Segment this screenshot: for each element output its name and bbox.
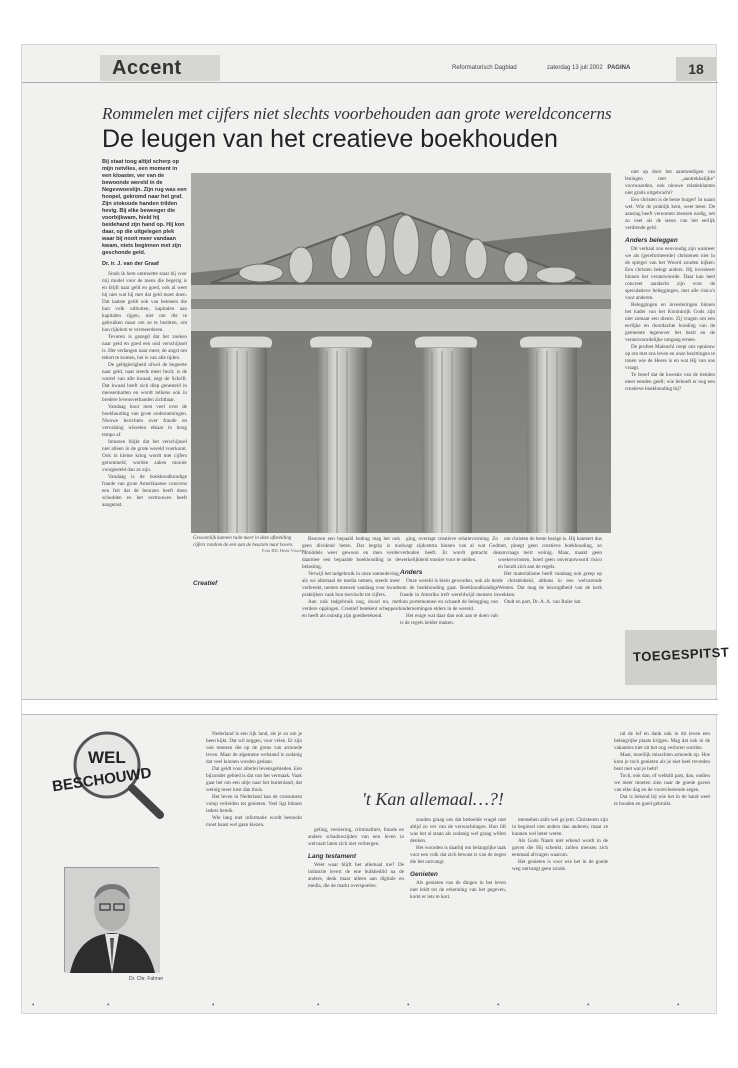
article-body-column: Sinds ik hem ontmoette staat hij voor mij model voor de mens die begerig is en blijft naar geld en goed, ook al weet hij niet wat hij met dat geld moet doen. Dat laatste geldt ook van beleners die hun volk uitbuiten, kapitalen aan kapitalen rijgen, niet om die te gebruiken maar om ze te bezitten, om hun rijkdom te vermeerderen. Tevoren is gezegd dat het zoeken naar geld en goed een oud verschijnsel is. Het verlangen naar meer, de angst om tekort te komen, het is van alle tijden. De geldgierigheid ofwel de begeerte naar geld, naar steeds meer bezit, is de wortel van alle kwaad, zegt de Schrift. Dat kwaad heeft zich diep genesteld in mensenharten en wordt telkens ook in bredere levensverbanden zichtbaar. Vandaag hoor men veel over de boekhouding van grote ondernemingen. Nieuwe berichten over fraude en vervalsing wisselen elkaar in hoog tempo af. Intussen blijkt dat het verschijnsel niet alleen in de grote wereld voorkomt. Ook in kleine kring wordt met cijfers gerommeld, worden zaken mooier voorgesteld dan ze zijn. Vandaag is de boekhoudkundige fraude van grote Amerikaanse concerns een feit dat de beurzen heeft doen schudden en het vertrouwen heeft aangetast. — [102, 271, 187, 508]
wel-beschouwd-logo — [52, 725, 192, 815]
column-body: zouden graag ons dat bedoelde vragel niet altijd zo ver van de verwachtingen. Hun lift was het al staan als zodanig wel graag willen denken. Het woorden is daarbij om belangrijke taak voor een volk dat zich bewust is van de zegen die het ontvangt. Genieten Als genieten van de dingen in het leven niet leidt tot de erkenning van het gegeven, komt er iets te kort. — [410, 817, 506, 900]
footer-mark: • — [212, 1001, 215, 1009]
column-subheading: Lang testament — [308, 853, 357, 860]
page-label: PAGINA — [607, 65, 631, 71]
photo-credit: Foto RD, Henk Visscher — [262, 548, 307, 553]
section-divider — [22, 699, 718, 715]
issue-date: zaterdag 13 juli 2002 — [547, 65, 603, 71]
footer-mark: • — [677, 1001, 680, 1009]
footer-mark: • — [587, 1001, 590, 1009]
temple-facade-illustration — [191, 173, 611, 533]
article-photo — [191, 173, 611, 533]
article-kicker: Rommelen met cijfers niet slechts voorbehouden aan grote wereldconcerns — [102, 104, 612, 123]
article-headline: De leugen van het creatieve boekhouden — [102, 125, 558, 153]
footer-mark: • — [32, 1001, 35, 1009]
column-body: mensehen zalls wel ge jem. Christenen zijn in beginsel niet anders dan anderen; maar ze kunnen wel beter weten. Als Gods Naam niet erkend wordt in de gaven die Hij schenkt, zullen mensen zich eenmaal afvragen waarom. Het genieten is voor wie het in de goede weg ontvangt geen zonde. — [512, 817, 608, 872]
logo-line-1: WEL — [88, 748, 126, 767]
author-name: Dr. Chr. Fahner — [129, 976, 164, 982]
newspaper-page — [21, 44, 730, 1014]
author-portrait — [64, 867, 159, 972]
photo-caption: Gewoonlijk kunnen ruim meer in deze afbeelding cijfers rondom de een aan de beurzen naar boven. — [193, 536, 294, 548]
footer-mark: • — [407, 1001, 410, 1009]
footer-mark: • — [317, 1001, 320, 1009]
article-byline: Dr. ir. J. van der Graaf — [102, 261, 159, 267]
section-subheading: Anders — [400, 569, 423, 576]
column-body: ral de lof en dank ook in dit leven een belangrijke plaats krijgen. Mag dat ook in de vakanties niet uit het oog verloren worden. Maar, moeilijk misschien armoede op. Hoe kom je toch genieten als je niet heel tevreden bent met wat je hebt? Toch, ook dan, of welkdit past, dan, ondien we meer moeten zien naar de goede gaven van elke dag en de voortvloeiende zegen. Dat is bekend bij wie het in de hand weet te houden en goed gebruikt. — [614, 731, 710, 807]
page-footer — [22, 995, 718, 1015]
column-body: Nederland is een rijk land, als je zo om je heen kijkt. Dat wil zeggen, voor velen. Er zijn ook mensen die op de grens van armoede leven. Maar de algemene welstand is zodanig dat veel kunnen worden gedaan. Dat geldt voor allerlei levensgebieden. Een bijzonder gebied is dat van het vermaak. Vaak gaat het om een uitje naar het buitenland, dat weinig meer kost dan thuis. Het leven in Nederland kan de consument volop verleiden tot genieten. Veel ligt binnen ieders bereik. Wie lang met informatie wordt bestookt moet haast wel gaan kiezen. — [206, 731, 302, 828]
column-title: 't Kan allemaal…?! — [362, 789, 504, 809]
article-body-column: om christen de beste bezige is. Hij hanteert dus met, ploegt geen creatieve boekhouding, zo aanvraags teert weinig. Maar, maakt geen woekerwinsten, hoed geen onverantwoord risico en houdt zich aan de regels. Het materialisme heeft vandaag ook greep op de christenheid, althans in een welvarende Westen. Dat mag de bezorgdheid van de kerk wekken. Ondt en part, Dr. A. A. van Ruler dat. — [498, 536, 602, 605]
page-header — [22, 45, 718, 83]
newspaper-name: Reformatorisch Dagblad — [452, 65, 517, 71]
footer-mark: • — [107, 1001, 110, 1009]
section-name: Accent — [100, 55, 220, 81]
article-intro: Bij staat toog altijd scherp op mijn netvlies, een moment in een kloaster, ver van de bewoonde wereld in de Negevwoestijn. Zijn rug was een hoopel, gekromd naar het graf. Zijn stokoude handen trilden hevig. Bij elke beweeger die voorbijkwam, hield hij beidehand zijn hand op. Hij kon daar, op die uitgelegen plek waar bij nooit meer vandaan kwam, niets beginnen met zijn geschonde geld. — [102, 159, 187, 256]
article-body-column: niet op door het aanmoedigen van leningen met „aantrekkelijke" voorwaarden, ook nieuwe relatieklanten niet gratis uitgebracht? Een christen is de beste burger! In naam wel. Wie de praktijk kent, weet beter. De aanslag heeft vernomen mensen nodig, net zo veel als de steun van het eerlijk verdiende geld. Anders beleggen Dit verhaal zou eenvoudig zijn wanneer we als (gereformeerde) christenen niet in de spiegel van het Woord zouden kijken. Een christen belegt anders. Hij investeert binnen het verantwoorde. Daar kan heel concreet aandacht zijn voor de speculatieve beleggingen, met alle risico's voor anderen. Beleggingen en investeringen binnen het kader van het Koninkrijk Gods zijn niet zomaar een dienst. Zij vragen om een eerlijke en doordachte houding van de gemeente tegenover het bezit en de verantwoordelijke omgang ermee. De profeet Maleachi roept ons opnieuw op om met ons leven en onze bezittingen te tonen wie de Heere is en wat Hij van ons vraagt. Te bezef dat de kwestie van de tienden meer eenden geeft; wie behoeft er nog een creatieve boekhouding bij? — [625, 169, 715, 392]
promo-label: TOEGESPITST — [632, 644, 730, 665]
footer-mark: • — [497, 1001, 500, 1009]
column-body: geling, versiering, criminaliteit, fraude en andere schaduwzijden van een leven in welvaart laten zich niet verbergen. Lang testament Weet waar blijft het allemaal toe? De industrie levert de ene bulkhedlid na de andere, denk maar alleen aan digitale en media, die de markt overspoelen. — [308, 827, 404, 889]
article-body-column: ging, overtapt creatieve relatievorming. Zo dwagt zijdcentra binnen van al wat God verboden heeft. Er wordt getracht de werkelijkheid mooier voor te stellen. Anders Onze wereld is klein geworden, ook als het om de boekhouding gaat. Boekhoudkundige fraude in Amerika treft wereldwijd mensen in hun portemonnee en schaadt de belegging van ondernemingen elders in de wereld. Het enige wat daar dan ook aan te doen valt is de regels helder maken. — [400, 536, 498, 626]
toegespitst-promo[interactable] — [625, 630, 730, 685]
page-number: 18 — [676, 57, 716, 81]
photo-section-subheading: Creatief — [193, 580, 218, 587]
section-subheading: Anders beleggen — [625, 237, 678, 244]
column-subheading: Genieten — [410, 871, 438, 878]
article-body-column: Beurzen een bepaald bedrag mag het ook geen dividend heten. Dat begrip is nu inmiddels weer gewoon en men verder daarmee een bepaalde boekhouding in de belasting. Verwijl het tadgebruik in onze samenleving, als we allemaal de media nemen, steeds meer verbreekt, nemen mensen vandaag voor kwade praktijken vaak hun toevlucht tot cijfers. Aan ruik tadgebruik nog, dwarl nu, met verdere oppingen. Creatief betekent schepperd en heeft als oubstig zijn goedbetekend. — [302, 536, 400, 619]
date-line — [547, 65, 630, 71]
logo-line-2: BESCHOUWD — [51, 764, 153, 796]
